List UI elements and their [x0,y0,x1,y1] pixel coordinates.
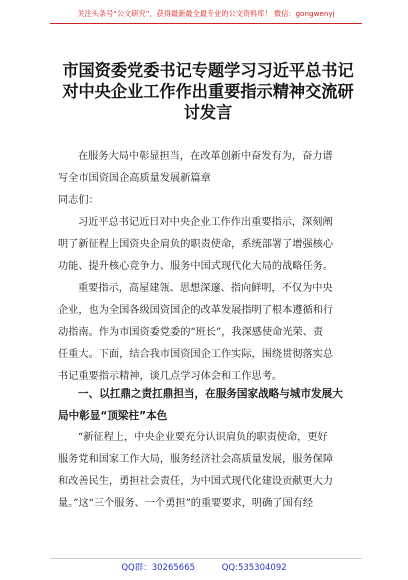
top-banner: 关注头条号“公文研究”，获得最新最全最专业的公文资料库！ 微信：gongwenyj [77,9,335,18]
header-divider [50,23,362,24]
paragraph-line: 动指南。作为市国资委党委的“班长”，我深感使命光荣、责 [58,327,324,338]
footer [0,562,408,574]
document-title [58,60,358,123]
subtitle-line: 在服务大局中彰显担当，在改革创新中奋发有为，奋力谱 [78,151,333,162]
paragraph-1 [58,212,360,388]
paragraph-line: 量。”这“三个服务、一个勇担”的重要要求，明确了国有经 [58,498,314,509]
section-heading [58,383,360,427]
subtitle-line: 写全市国资国企高质量发展新篇章 [58,173,211,184]
paragraph-2 [58,427,360,515]
paragraph-line: 书记重要指示精神，谈几点学习体会和工作思考。 [58,371,283,382]
paragraph-line: 功能、提升核心竞争力、服务中国式现代化大局的战略任务。 [58,261,334,272]
title-line: 对中央企业工作作出重要指示精神交流研 [62,82,354,101]
intro-block [58,146,360,212]
heading-line: 一、以扛鼎之责扛鼎担当，在服务国家战略与城市发展大 [78,388,343,400]
qq-text: QQ:535304092 [221,563,287,573]
title-line: 市国资委党委书记专题学习习近平总书记 [62,61,354,80]
title-line: 讨发言 [183,103,233,122]
paragraph-line: 明了新征程上国资央企肩负的职责使命，系统部署了增强核心 [58,239,334,250]
salutation: 同志们： [58,195,99,206]
paragraph-line: 企业，也为全国各级国资国企的改革发展指明了根本遵循和行 [58,305,334,316]
paragraph-line: 习近平总书记近日对中央企业工作作出重要指示，深刻阐 [78,217,333,228]
paragraph-line: 和改善民生，勇担社会责任，为中国式现代化建设贡献更大力 [58,476,334,487]
qq-group-text: QQ群：30265665 [121,563,196,573]
heading-line: 局中彰显“顶梁柱”本色 [58,410,168,422]
paragraph-line: 服务党和国家工作大局，服务经济社会高质量发展，服务保障 [58,454,334,465]
footer-divider [50,558,362,559]
paragraph-line: “新征程上，中央企业要充分认识肩负的职责使命，更好 [78,432,328,443]
paragraph-line: 重要指示，高屋建瓴、思想深邃、指向鲜明，不仅为中央 [78,283,333,294]
paragraph-line: 任重大。下面，结合我市国资国企工作实际，围绕贯彻落实总 [58,349,334,360]
